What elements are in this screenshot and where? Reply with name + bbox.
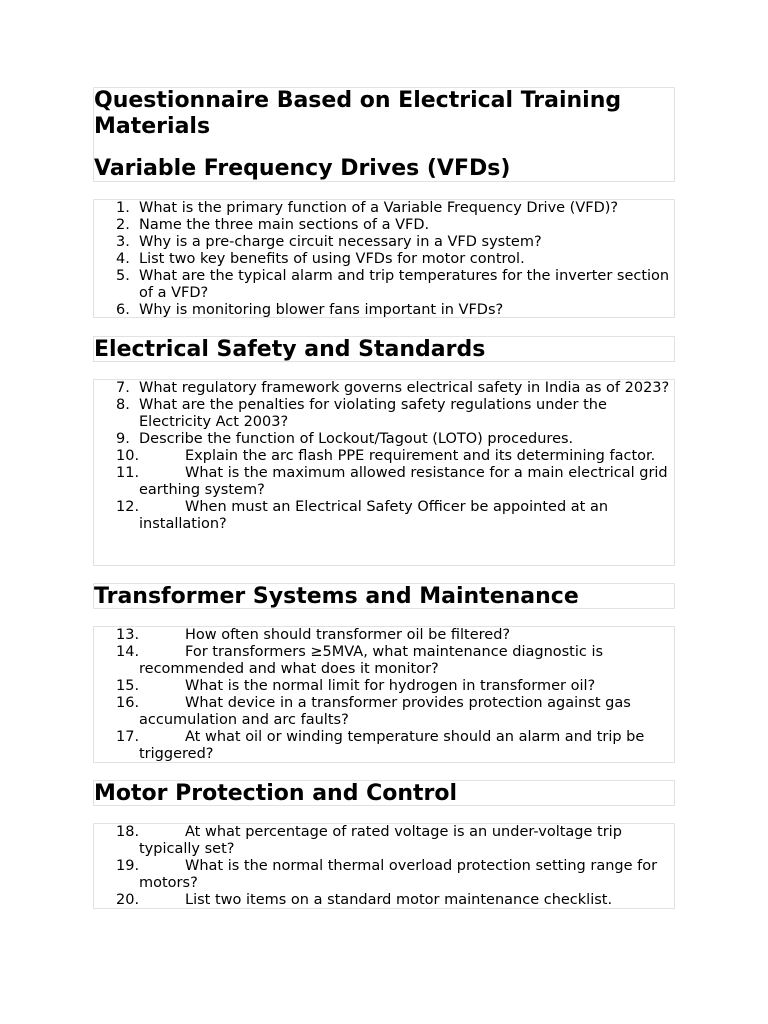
list-item — [94, 499, 674, 533]
list-item — [94, 465, 674, 499]
title-block — [93, 87, 675, 182]
question-number: 20. — [116, 892, 140, 908]
list-item — [94, 858, 674, 892]
question-number: 16. — [116, 695, 140, 711]
list-item — [94, 251, 674, 268]
section-heading-box-motor — [93, 780, 675, 806]
list-item — [94, 729, 674, 763]
question-text: What is the primary function of a Variable Frequency Drive (VFD)? — [139, 200, 619, 216]
document-title: Questionnaire Based on Electrical Training Materials — [94, 88, 622, 139]
question-text: Explain the arc flash PPE requirement and its determining factor. — [185, 448, 656, 464]
question-text: What is the maximum allowed resistance for a main electrical grid earthing system? — [139, 465, 668, 498]
list-item — [94, 824, 674, 858]
question-list-transformer — [93, 626, 675, 763]
question-text: What is the normal thermal overload protection setting range for motors? — [139, 858, 658, 891]
question-list-safety — [93, 379, 675, 566]
question-number: 3. — [116, 234, 130, 250]
section-heading-vfd: Variable Frequency Drives (VFDs) — [94, 156, 511, 181]
list-item — [94, 448, 674, 465]
list-item — [94, 380, 674, 397]
question-text: Describe the function of Lockout/Tagout (LOTO) procedures. — [139, 431, 574, 447]
list-item — [94, 892, 674, 909]
question-text: How often should transformer oil be filtered? — [185, 627, 511, 643]
question-number: 6. — [116, 302, 130, 318]
question-text: At what oil or winding temperature should an alarm and trip be triggered? — [139, 729, 645, 762]
question-number: 8. — [116, 397, 130, 413]
question-number: 7. — [116, 380, 130, 396]
list-item — [94, 200, 674, 217]
question-number: 5. — [116, 268, 130, 284]
question-text: When must an Electrical Safety Officer be appointed at an installation? — [139, 499, 609, 532]
section-heading-box-safety — [93, 336, 675, 362]
list-item — [94, 678, 674, 695]
question-text: For transformers ≥5MVA, what maintenance diagnostic is recommended and what does it monitor? — [139, 644, 604, 677]
question-text: Why is a pre-charge circuit necessary in a VFD system? — [139, 234, 542, 250]
question-number: 15. — [116, 678, 140, 694]
list-item — [94, 302, 674, 319]
section-heading-motor: Motor Protection and Control — [94, 781, 458, 806]
question-list-motor — [93, 823, 675, 909]
question-number: 2. — [116, 217, 130, 233]
question-number: 13. — [116, 627, 140, 643]
list-item — [94, 397, 674, 431]
question-number: 12. — [116, 499, 140, 515]
list-item — [94, 268, 674, 302]
question-number: 1. — [116, 200, 130, 216]
question-list-vfd — [93, 199, 675, 318]
section-heading-transformer: Transformer Systems and Maintenance — [94, 584, 579, 609]
question-number: 9. — [116, 431, 130, 447]
question-text: What are the penalties for violating safety regulations under the Electricity Act 2003? — [139, 397, 607, 430]
question-number: 17. — [116, 729, 140, 745]
question-number: 4. — [116, 251, 130, 267]
section-heading-safety: Electrical Safety and Standards — [94, 337, 486, 362]
list-item — [94, 217, 674, 234]
list-item — [94, 431, 674, 448]
question-number: 19. — [116, 858, 140, 874]
section-heading-box-transformer — [93, 583, 675, 609]
question-text: List two items on a standard motor maintenance checklist. — [185, 892, 613, 908]
list-item — [94, 627, 674, 644]
question-text: At what percentage of rated voltage is an under-voltage trip typically set? — [139, 824, 622, 857]
question-text: What regulatory framework governs electrical safety in India as of 2023? — [139, 380, 670, 396]
question-text: What is the normal limit for hydrogen in transformer oil? — [185, 678, 596, 694]
question-text: List two key benefits of using VFDs for motor control. — [139, 251, 525, 267]
question-number: 10. — [116, 448, 140, 464]
question-text: What are the typical alarm and trip temperatures for the inverter section of a VFD? — [139, 268, 670, 301]
list-item — [94, 644, 674, 678]
question-number: 14. — [116, 644, 140, 660]
question-number: 18. — [116, 824, 140, 840]
list-item — [94, 695, 674, 729]
list-item — [94, 234, 674, 251]
question-text: Why is monitoring blower fans important in VFDs? — [139, 302, 504, 318]
question-text: What device in a transformer provides protection against gas accumulation and arc faults? — [139, 695, 631, 728]
question-number: 11. — [116, 465, 140, 481]
question-text: Name the three main sections of a VFD. — [139, 217, 430, 233]
